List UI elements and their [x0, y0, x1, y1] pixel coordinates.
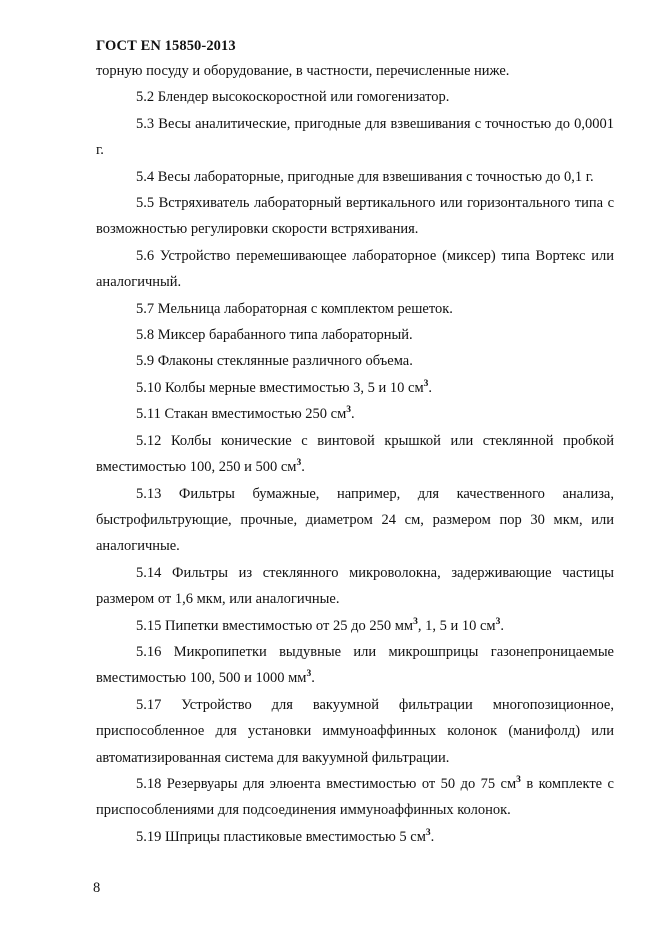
paragraph-text: 5.18 Резервуары для элюента вместимостью от 50 до 75 см [136, 775, 517, 792]
paragraph-5-19 [96, 824, 614, 850]
paragraph-continuation: торную посуду и оборудование, в частности, перечисленные ниже. [96, 63, 510, 79]
page-number: 8 [93, 880, 101, 896]
paragraph-5-5: 5.5 Встряхиватель лабораторный вертикального или горизонтального типа с возможностью регулировки скорости встряхивания. [96, 195, 614, 238]
paragraph-5-2: 5.2 Блендер высокоскоростной или гомогенизатор. [136, 89, 450, 106]
superscript: 3 [516, 774, 521, 785]
paragraph-text: . [301, 459, 305, 476]
paragraph-text: 5.12 Колбы конические с винтовой крышкой или стеклянной пробкой вместимостью 100, 250 и 500 см [96, 432, 614, 476]
paragraph-5-3: 5.3 Весы аналитические, пригодные для взвешивания с точностью до 0,0001 г. [96, 115, 614, 159]
superscript: 3 [346, 405, 352, 416]
superscript: 3 [296, 458, 302, 469]
paragraph-text: . [500, 617, 504, 634]
paragraph-5-7: 5.7 Мельница лабораторная с комплектом решеток. [136, 300, 453, 317]
paragraph-text: . [430, 828, 435, 845]
superscript: 3 [306, 669, 312, 680]
paragraph-text: 5.10 Колбы мерные вместимостью 3, 5 и 10 см [136, 379, 424, 396]
paragraph-5-16 [96, 639, 614, 692]
superscript: 3 [423, 378, 429, 389]
paragraph-5-9: 5.9 Флаконы стеклянные различного объема. [136, 353, 413, 370]
paragraph-text: , 1, 5 и 10 см [417, 617, 496, 634]
superscript: 3 [413, 616, 418, 627]
paragraph-5-18 [96, 771, 614, 824]
paragraph-5-12 [96, 428, 614, 481]
paragraph-text: 5.11 Стакан вместимостью 250 см [136, 406, 347, 423]
paragraph-text: . [311, 670, 315, 687]
document-body [96, 58, 614, 850]
paragraph-5-8: 5.8 Миксер барабанного типа лабораторный. [136, 327, 413, 344]
paragraph-text: . [428, 379, 433, 396]
paragraph-text: в комплекте с приспособлениями для подсоединения иммуноаффинных колонок. [96, 775, 614, 819]
superscript: 3 [495, 616, 501, 627]
paragraph-5-10 [96, 375, 614, 401]
paragraph-5-13: 5.13 Фильтры бумажные, например, для качественного анализа, быстрофильтрующие, прочные, диаметром 24 см, размером пор 30 мкм, или аналогичные. [96, 485, 614, 555]
document-header: ГОСТ EN 15850-2013 [96, 38, 236, 54]
paragraph-5-17: 5.17 Устройство для вакуумной фильтрации многопозиционное, приспособленное для установки иммуноаффинных колонок (манифолд) или автоматизированная система для вакуумной фильтрации. [96, 696, 614, 766]
paragraph-5-15 [96, 613, 614, 639]
paragraph-5-14: 5.14 Фильтры из стеклянного микроволокна, задерживающие частицы размером от 1,6 мкм, или аналогичные. [96, 564, 614, 608]
paragraph-text: . [351, 406, 355, 423]
paragraph-5-6: 5.6 Устройство перемешивающее лабораторное (миксер) типа Вортекс или аналогичный. [96, 247, 614, 291]
paragraph-text: 5.16 Микропипетки выдувные или микрошприцы газонепроницаемые вместимостью 100, 500 и 1000 мм [96, 643, 614, 687]
paragraph-5-11 [96, 401, 614, 427]
paragraph-5-4: 5.4 Весы лабораторные, пригодные для взвешивания с точностью до 0,1 г. [136, 168, 594, 185]
superscript: 3 [425, 827, 431, 838]
paragraph-text: 5.19 Шприцы пластиковые вместимостью 5 см [136, 828, 426, 845]
paragraph-text: 5.15 Пипетки вместимостью от 25 до 250 мм [136, 617, 414, 634]
